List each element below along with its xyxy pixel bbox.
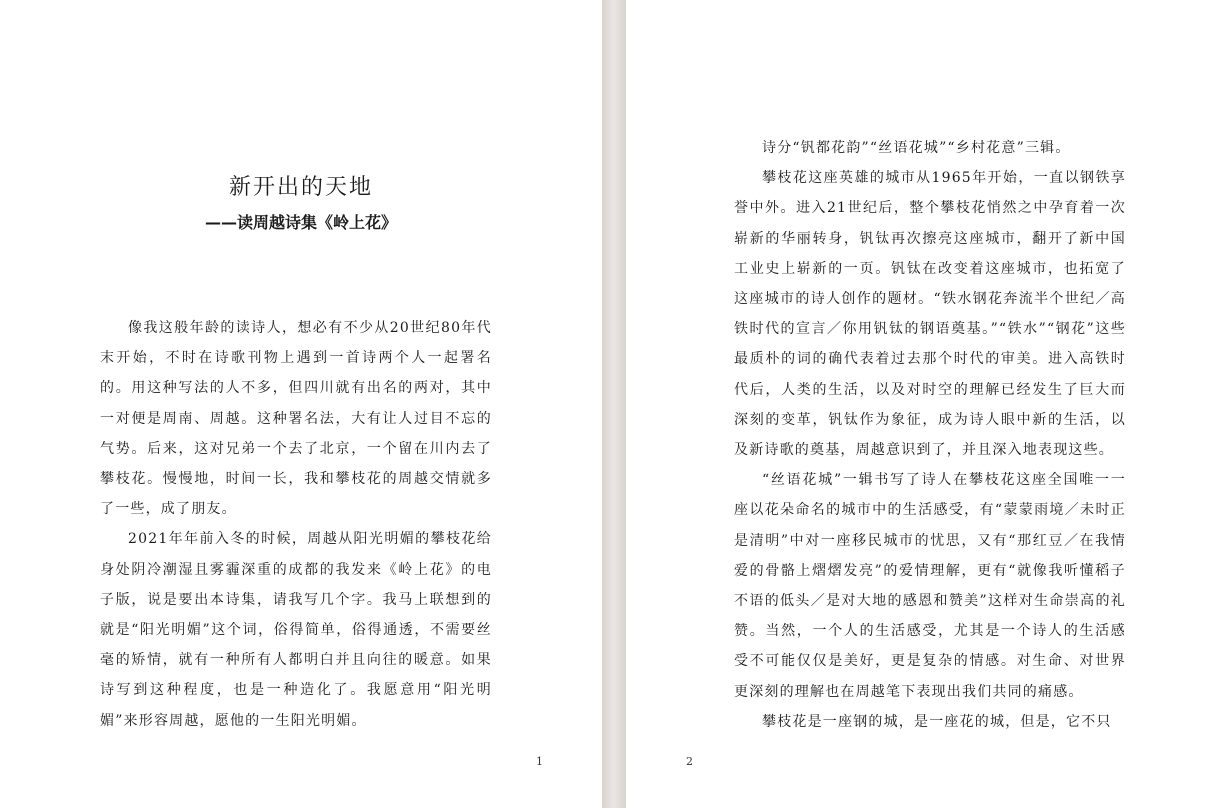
paragraph-continuation: 诗分“钒都花韵”“丝语花城”“乡村花意”三辑。	[762, 140, 1071, 156]
page-number: 2	[686, 755, 693, 768]
page-number: 1	[536, 755, 543, 768]
page-gutter	[602, 0, 626, 808]
paragraph: 攀枝花是一座钢的城，是一座花的城，但是，它不只	[762, 713, 1112, 730]
document-subtitle: ——读周越诗集《岭上花》	[204, 213, 397, 232]
document-title: 新开出的天地	[228, 175, 373, 200]
left-page	[0, 0, 602, 808]
paragraph: 攀枝花这座英雄的城市从1965年开始，一直以钢铁享誉中外。进入21世纪后，整个攀枝花悄然之中孕育着一次崭新的华丽转身，钒钛再次擦亮这座城市，翻开了新中国工业史上崭新的一页。钒钛在改变着这座城市，也拓宽了这座城市的诗人创作的题材。“铁水钢花奔流半个世纪／高铁时代的宣言／你用钒钛的钢语奠基。”“铁水”“钢花”这些最质朴的词的确代表着过去那个时代的审美。进入高铁时代后，人类的生活，以及对时空的理解已经发生了巨大而深刻的变革，钒钛作为象征，成为诗人眼中新的生活，以及新诗歌的奠基，周越意识到了，并且深入地表现这些。	[734, 170, 1126, 459]
paragraph: “丝语花城”一辑书写了诗人在攀枝花这座全国唯一一座以花朵命名的城市中的生活感受，有“蒙蒙雨境／未时正是清明”中对一座移民城市的忧思，又有“那红豆／在我情爱的骨骼上熠熠发亮”的爱情理解，更有“就像我听懂稻子不语的低头／是对大地的感恩和赞美”这样对生命崇高的礼赞。当然，一个人的生活感受，尤其是一个诗人的生活感受不可能仅仅是美好，更是复杂的情感。对生命、对世界更深刻的理解也在周越笔下表现出我们共同的痛感。	[734, 472, 1126, 700]
left-page-body	[100, 313, 492, 736]
paragraph: 像我这般年龄的读诗人，想必有不少从20世纪80年代末开始，不时在诗歌刊物上遇到一首诗两个人一起署名的。用这种写法的人不多，但四川就有出名的两对，其中一对便是周南、周越。这种署名法，大有让人过目不忘的气势。后来，这对兄弟一个去了北京，一个留在川内去了攀枝花。慢慢地，时间一长，我和攀枝花的周越交情就多了一些，成了朋友。	[100, 320, 492, 518]
paragraph: 2021年年前入冬的时候，周越从阳光明媚的攀枝花给身处阴冷潮湿且雾霾深重的成都的我发来《岭上花》的电子版，说是要出本诗集，请我写几个字。我马上联想到的就是“阳光明媚”这个词，俗得简单，俗得通透，不需要丝毫的矫情，就有一种所有人都明白并且向往的暖意。如果诗写到这种程度，也是一种造化了。我愿意用“阳光明媚”来形容周越，愿他的一生阳光明媚。	[100, 531, 492, 729]
right-page-body	[734, 133, 1126, 737]
